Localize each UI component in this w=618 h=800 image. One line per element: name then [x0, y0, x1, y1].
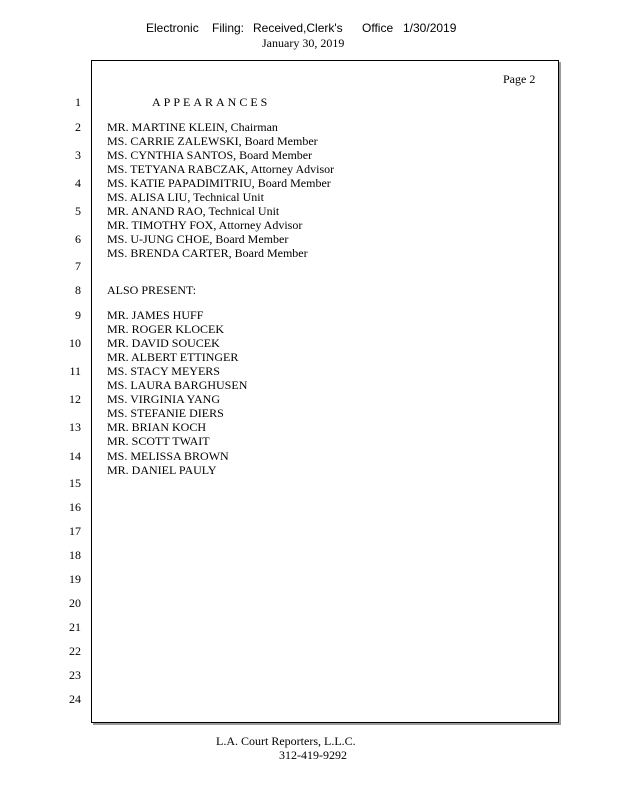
also-present-entry: MS. STEFANIE DIERS [107, 406, 224, 420]
also-present-entry: MS. MELISSA BROWN [107, 449, 229, 463]
also-present-entry: MR. DANIEL PAULY [107, 463, 217, 477]
line-number: 8 [75, 283, 81, 297]
appearance-entry: MR. TIMOTHY FOX, Attorney Advisor [107, 218, 303, 232]
appearance-entry: MR. ANAND RAO, Technical Unit [107, 204, 280, 218]
line-number: 6 [75, 232, 81, 246]
line-number: 11 [69, 364, 81, 378]
stamp-electronic: Electronic [146, 21, 199, 35]
also-present-entry: MR. ALBERT ETTINGER [107, 350, 239, 364]
also-present-label: ALSO PRESENT: [107, 283, 197, 297]
line-number: 9 [75, 308, 81, 322]
also-present-entry: MR. BRIAN KOCH [107, 420, 207, 434]
line-number: 4 [75, 176, 81, 190]
line-number: 14 [69, 449, 81, 463]
also-present-entry: MS. LAURA BARGHUSEN [107, 378, 248, 392]
stamp-received: Received,Clerk's [253, 21, 343, 35]
also-present-entry: MR. JAMES HUFF [107, 308, 204, 322]
line-number: 16 [69, 500, 81, 514]
appearances-title: APPEARANCES [152, 95, 271, 109]
stamp-office: Office [362, 21, 394, 35]
line-number: 21 [69, 620, 81, 634]
also-present-entry: MS. STACY MEYERS [107, 364, 220, 378]
appearance-entry: MS. ALISA LIU, Technical Unit [107, 190, 264, 204]
appearance-entry: MS. U-JUNG CHOE, Board Member [107, 232, 289, 246]
also-present-entry: MR. SCOTT TWAIT [107, 434, 210, 448]
appearance-entry: MS. KATIE PAPADIMITRIU, Board Member [107, 176, 331, 190]
line-number: 10 [69, 336, 81, 350]
appearance-entry: MS. CYNTHIA SANTOS, Board Member [107, 148, 313, 162]
line-number: 15 [69, 476, 81, 490]
line-number: 17 [69, 524, 81, 538]
footer-company: L.A. Court Reporters, L.L.C. [216, 734, 356, 748]
stamp-filing: Filing: [212, 21, 245, 35]
line-number: 19 [69, 572, 81, 586]
line-number: 18 [69, 548, 81, 562]
also-present-entry: MR. ROGER KLOCEK [107, 322, 225, 336]
header-date: January 30, 2019 [262, 36, 345, 50]
also-present-entry: MS. VIRGINIA YANG [107, 392, 221, 406]
line-number: 5 [75, 204, 81, 218]
line-number: 3 [75, 148, 81, 162]
line-number: 24 [69, 692, 81, 706]
line-number: 7 [75, 259, 81, 273]
stamp-date: 1/30/2019 [403, 21, 457, 35]
also-present-entry: MR. DAVID SOUCEK [107, 336, 220, 350]
line-number: 2 [75, 120, 81, 134]
line-number: 13 [69, 420, 81, 434]
appearance-entry: MS. TETYANA RABCZAK, Attorney Advisor [107, 162, 335, 176]
footer-phone: 312-419-9292 [279, 748, 347, 762]
line-number: 12 [69, 392, 81, 406]
appearance-entry: MR. MARTINE KLEIN, Chairman [107, 120, 278, 134]
line-number: 23 [69, 668, 81, 682]
line-number: 20 [69, 596, 81, 610]
appearance-entry: MS. BRENDA CARTER, Board Member [107, 246, 308, 260]
page-number: Page 2 [503, 72, 536, 86]
line-number: 22 [69, 644, 81, 658]
appearance-entry: MS. CARRIE ZALEWSKI, Board Member [107, 134, 318, 148]
line-number: 1 [75, 95, 81, 109]
